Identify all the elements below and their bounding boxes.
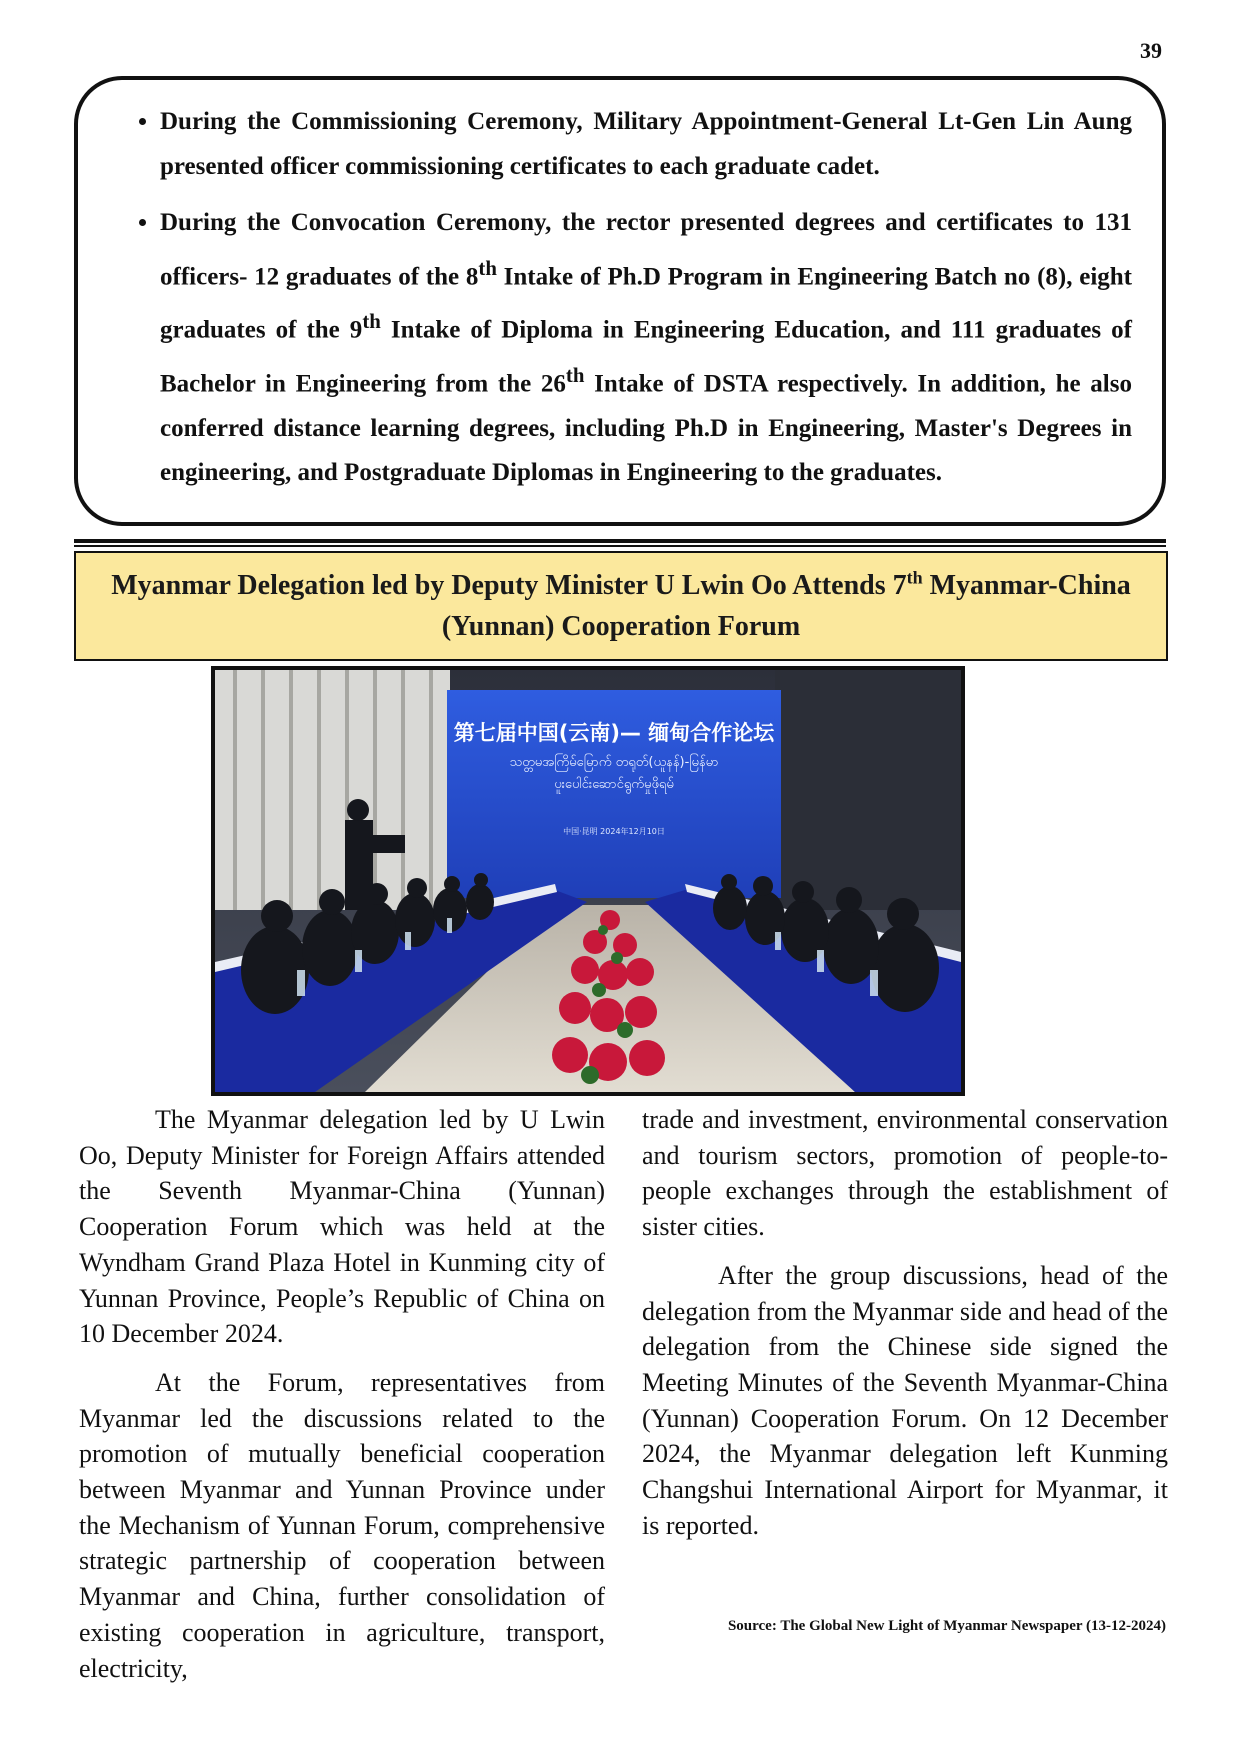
article-title: Myanmar Delegation led by Deputy Minister U Lwin Oo Attends 7th Myanmar-China (Yunnan) Cooperation Forum bbox=[74, 551, 1168, 661]
source-credit: Source: The Global New Light of Myanmar Newspaper (13-12-2024) bbox=[727, 1618, 1166, 1634]
page-number: 39 bbox=[1140, 38, 1162, 63]
article-paragraph: After the group discussions, head of the delegation from the Myanmar side and head of the delegation from the Chinese side signed the Meeting Minutes of the Seventh Myanmar-China (Yunnan) Cooperation Forum. On 12 December 2024, the Myanmar delegation left Kunming Changshui International Airport for Myanmar, it is reported. bbox=[642, 1260, 1168, 1540]
bullet-item-convocation: • During the Convocation Ceremony, the rector presented degrees and certificates to 131 officers- 12 graduates of the 8th Intake of Ph.D Program in Engineering Batch no (8), eight graduates of the 9th Intake of Diploma in Engineering Education, and 111 graduates of Bachelor in Engineering from the 26th Intake of DSTA respectively. In addition, he also conferred distance learning degrees, including Ph.D in Engineering, Master's Degrees in engineering, and Postgraduate Diplomas in Engineering to the graduates. bbox=[160, 201, 1132, 496]
forum-photo-illustration bbox=[215, 670, 961, 1092]
bullet-item-commissioning: • During the Commissioning Ceremony, Military Appointment-General Lt-Gen Lin Aung presented officer commissioning certificates to each graduate cadet. bbox=[160, 100, 1132, 189]
article-column-right bbox=[642, 1102, 1168, 1556]
article-paragraph: At the Forum, representatives from Myanmar led the discussions related to the promotion of mutually beneficial cooperation between Myanmar and Yunnan Province under the Mechanism of Yunnan Forum, comprehensive strategic partnership of cooperation between Myanmar and China, further consolidation of existing cooperation in agriculture, transport, electricity, bbox=[79, 1367, 605, 1683]
highlights-box bbox=[74, 76, 1166, 526]
section-divider bbox=[74, 539, 1166, 547]
forum-photo bbox=[211, 666, 965, 1096]
screen-subtitle-1: သတ္တမအကြိမ်မြောက် တရုတ်(ယူနန်)-မြန်မာ bbox=[509, 755, 719, 770]
article-column-left bbox=[79, 1102, 605, 1699]
article-paragraph-continued: trade and investment, environmental conservation and tourism sectors, promotion of people-to-people exchanges through the establishment of sister cities. bbox=[642, 1105, 1168, 1242]
screen-subtitle-2: ပူးပေါင်းဆောင်ရွက်မှုဖိုရမ် bbox=[554, 777, 674, 792]
bullet-list bbox=[98, 100, 1132, 496]
screen-title: 第七届中国(云南)— 缅甸合作论坛 bbox=[453, 721, 775, 745]
article-paragraph: The Myanmar delegation led by U Lwin Oo, Deputy Minister for Foreign Affairs attended the Seventh Myanmar-China (Yunnan) Cooperation Forum which was held at the Wyndham Grand Plaza Hotel in Kunming city of Yunnan Province, People’s Republic of China on 10 December 2024. bbox=[79, 1105, 605, 1349]
screen-date: 中国·昆明 2024年12月10日 bbox=[563, 827, 665, 836]
